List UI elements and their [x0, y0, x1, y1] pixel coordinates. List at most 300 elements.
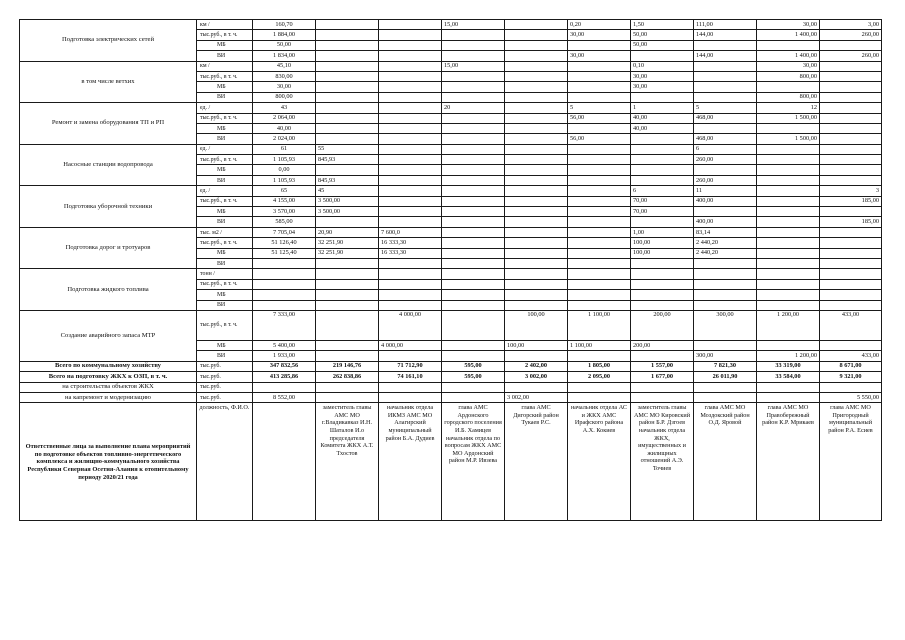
value-cell — [379, 20, 442, 30]
value-cell — [820, 340, 882, 350]
total-value-cell — [694, 382, 757, 392]
value-cell: 70,00 — [631, 196, 694, 206]
value-cell: 50,00 — [631, 40, 694, 50]
value-cell — [757, 40, 820, 50]
value-cell — [379, 144, 442, 154]
value-cell — [568, 300, 631, 310]
value-cell — [379, 61, 442, 71]
value-cell: 56,00 — [568, 113, 631, 123]
unit-cell: ВИ — [197, 134, 253, 144]
responsible-person-cell: глава АМС Дигорский район Тукаев Р.С. — [505, 403, 568, 521]
value-cell — [505, 175, 568, 185]
value-cell — [568, 71, 631, 81]
value-cell: 11 — [694, 186, 757, 196]
value-cell — [442, 290, 505, 300]
value-cell — [505, 40, 568, 50]
value-cell: 4 155,00 — [253, 196, 316, 206]
value-cell — [568, 165, 631, 175]
total-value-cell — [694, 392, 757, 402]
value-cell — [442, 186, 505, 196]
value-cell — [694, 300, 757, 310]
value-cell: 15,00 — [442, 61, 505, 71]
value-cell: 1 105,93 — [253, 155, 316, 165]
unit-cell: тыс.руб., в т. ч. — [197, 71, 253, 81]
value-cell — [631, 175, 694, 185]
value-cell: 1 500,00 — [757, 134, 820, 144]
value-cell — [379, 290, 442, 300]
total-value-cell — [568, 382, 631, 392]
table-row — [20, 269, 882, 279]
table-row — [20, 144, 882, 154]
value-cell — [820, 238, 882, 248]
total-unit-cell: тыс.руб. — [197, 382, 253, 392]
value-cell — [757, 248, 820, 258]
value-cell: 4 000,00 — [379, 340, 442, 350]
value-cell — [631, 51, 694, 61]
table-row — [20, 372, 882, 382]
value-cell: 100,00 — [505, 340, 568, 350]
value-cell — [568, 92, 631, 102]
value-cell: 260,00 — [820, 30, 882, 40]
value-cell: 20 — [442, 103, 505, 113]
value-cell — [316, 310, 379, 340]
value-cell — [568, 123, 631, 133]
value-cell — [820, 279, 882, 289]
value-cell: 1 100,00 — [568, 310, 631, 340]
value-cell — [757, 269, 820, 279]
total-value-cell — [379, 382, 442, 392]
value-cell — [820, 144, 882, 154]
section-name-cell: Подготовка жидкого топлива — [20, 269, 197, 311]
value-cell — [379, 196, 442, 206]
value-cell — [568, 61, 631, 71]
value-cell — [442, 175, 505, 185]
value-cell — [442, 113, 505, 123]
unit-cell: тыс.руб., в т. ч. — [197, 310, 253, 340]
value-cell: 1 100,00 — [568, 340, 631, 350]
value-cell: 40,00 — [631, 113, 694, 123]
value-cell — [694, 165, 757, 175]
value-cell: 5 — [694, 103, 757, 113]
value-cell — [757, 82, 820, 92]
total-value-cell — [505, 382, 568, 392]
total-value-cell: 595,00 — [442, 372, 505, 382]
value-cell — [820, 123, 882, 133]
value-cell — [820, 40, 882, 50]
unit-cell: МБ — [197, 123, 253, 133]
value-cell — [442, 155, 505, 165]
value-cell — [379, 300, 442, 310]
value-cell — [442, 227, 505, 237]
value-cell — [442, 279, 505, 289]
value-cell — [442, 51, 505, 61]
value-cell — [379, 279, 442, 289]
value-cell — [505, 123, 568, 133]
value-cell: 1 884,00 — [253, 30, 316, 40]
value-cell: 32 251,90 — [316, 238, 379, 248]
value-cell: 0,10 — [631, 61, 694, 71]
value-cell: 45 — [316, 186, 379, 196]
value-cell: 400,00 — [694, 196, 757, 206]
value-cell: 30,00 — [568, 51, 631, 61]
value-cell — [820, 165, 882, 175]
value-cell: 16 333,30 — [379, 238, 442, 248]
value-cell: 144,00 — [694, 51, 757, 61]
value-cell: 43 — [253, 103, 316, 113]
value-cell — [820, 71, 882, 81]
total-value-cell — [757, 392, 820, 402]
value-cell: 2 440,20 — [694, 238, 757, 248]
value-cell — [757, 300, 820, 310]
section-name-cell: Подготовка уборочной техники — [20, 186, 197, 228]
total-value-cell: 33 319,00 — [757, 361, 820, 371]
value-cell — [505, 92, 568, 102]
value-cell — [820, 113, 882, 123]
value-cell: 55 — [316, 144, 379, 154]
value-cell: 12 — [757, 103, 820, 113]
value-cell — [316, 20, 379, 30]
value-cell — [316, 113, 379, 123]
table-row — [20, 186, 882, 196]
value-cell: 32 251,90 — [316, 248, 379, 258]
value-cell — [505, 30, 568, 40]
value-cell: 83,14 — [694, 227, 757, 237]
value-cell — [757, 144, 820, 154]
total-value-cell: 2 095,00 — [568, 372, 631, 382]
value-cell — [505, 82, 568, 92]
value-cell — [379, 51, 442, 61]
unit-cell: ВИ — [197, 258, 253, 268]
value-cell — [379, 71, 442, 81]
value-cell: 5 — [568, 103, 631, 113]
responsible-person-cell: глава АМС МО Моздокский район О.Д. Яровой — [694, 403, 757, 521]
value-cell: 160,70 — [253, 20, 316, 30]
value-cell — [505, 51, 568, 61]
value-cell — [757, 165, 820, 175]
value-cell — [379, 155, 442, 165]
value-cell — [757, 123, 820, 133]
value-cell: 5 400,00 — [253, 340, 316, 350]
value-cell — [757, 207, 820, 217]
unit-cell: тыс.руб., в т. ч. — [197, 113, 253, 123]
value-cell: 1 834,00 — [253, 51, 316, 61]
total-value-cell: 1 557,00 — [631, 361, 694, 371]
value-cell — [442, 269, 505, 279]
value-cell — [316, 123, 379, 133]
value-cell — [631, 134, 694, 144]
table-row — [20, 20, 882, 30]
total-value-cell: 2 402,00 — [505, 361, 568, 371]
total-unit-cell: тыс.руб. — [197, 372, 253, 382]
value-cell — [379, 92, 442, 102]
total-value-cell: 71 712,90 — [379, 361, 442, 371]
value-cell — [757, 290, 820, 300]
value-cell: 400,00 — [694, 217, 757, 227]
value-cell: 433,00 — [820, 310, 882, 340]
total-value-cell: 7 821,30 — [694, 361, 757, 371]
value-cell: 3 500,00 — [316, 196, 379, 206]
value-cell — [568, 217, 631, 227]
value-cell — [631, 155, 694, 165]
total-value-cell — [442, 392, 505, 402]
unit-cell: тыс.руб., в т. ч. — [197, 238, 253, 248]
value-cell — [316, 165, 379, 175]
value-cell — [316, 61, 379, 71]
value-cell — [316, 51, 379, 61]
value-cell — [568, 82, 631, 92]
table-body — [20, 20, 882, 521]
total-value-cell: 33 584,00 — [757, 372, 820, 382]
unit-cell: км / — [197, 61, 253, 71]
value-cell — [505, 269, 568, 279]
preparation-plan-table — [19, 19, 882, 521]
total-value-cell — [631, 382, 694, 392]
value-cell — [820, 61, 882, 71]
value-cell — [820, 134, 882, 144]
value-cell — [631, 351, 694, 361]
value-cell — [379, 40, 442, 50]
value-cell: 7 333,00 — [253, 310, 316, 340]
value-cell — [820, 207, 882, 217]
total-value-cell — [631, 392, 694, 402]
responsible-title-cell: Ответственные лица за выполнение плана мероприятий по подготовке объектов топливно-энергетического комплекса и жилищно-коммунального хозяйства Республики Северная Осетия-Алания к отопительному периоду 2020/21 года — [20, 403, 197, 521]
value-cell — [568, 351, 631, 361]
value-cell — [694, 82, 757, 92]
value-cell: 144,00 — [694, 30, 757, 40]
value-cell — [505, 238, 568, 248]
unit-cell: тыс.руб., в т. ч. — [197, 196, 253, 206]
value-cell — [316, 103, 379, 113]
unit-cell: ВИ — [197, 51, 253, 61]
value-cell: 800,00 — [757, 71, 820, 81]
value-cell — [505, 248, 568, 258]
value-cell — [568, 238, 631, 248]
value-cell: 800,00 — [253, 92, 316, 102]
total-value-cell — [253, 382, 316, 392]
total-value-cell: 74 161,10 — [379, 372, 442, 382]
value-cell — [631, 258, 694, 268]
unit-cell: МБ — [197, 82, 253, 92]
value-cell — [442, 71, 505, 81]
total-value-cell — [442, 382, 505, 392]
value-cell: 3 — [820, 186, 882, 196]
value-cell: 2 064,00 — [253, 113, 316, 123]
value-cell: 3,00 — [820, 20, 882, 30]
value-cell: 30,00 — [631, 71, 694, 81]
value-cell: 65 — [253, 186, 316, 196]
responsible-person-cell: глава АМС МО Правобережный район К.Р. Мрикаев — [757, 403, 820, 521]
value-cell: 56,00 — [568, 134, 631, 144]
value-cell — [442, 310, 505, 340]
value-cell: 1,00 — [631, 227, 694, 237]
unit-cell: ед. / — [197, 103, 253, 113]
value-cell — [505, 196, 568, 206]
responsible-person-cell: заместитель главы АМС МО Кировский район Б.Р. Дзгоев начальник отдела ЖКХ, имущественных и жилищных отношений А.Э. Точиев — [631, 403, 694, 521]
value-cell — [568, 207, 631, 217]
unit-cell: МБ — [197, 207, 253, 217]
value-cell — [442, 217, 505, 227]
value-cell — [442, 92, 505, 102]
table-row — [20, 310, 882, 340]
value-cell — [442, 196, 505, 206]
value-cell — [316, 351, 379, 361]
responsible-person-cell: заместитель главы АМС МО г.Владикавказ И.Н. Шаталов И.о председателя Комитета ЖКХ А.Т. Тхостов — [316, 403, 379, 521]
value-cell: 100,00 — [505, 310, 568, 340]
value-cell: 585,00 — [253, 217, 316, 227]
value-cell: 845,93 — [316, 175, 379, 185]
value-cell — [820, 103, 882, 113]
value-cell — [631, 279, 694, 289]
value-cell — [505, 165, 568, 175]
value-cell: 300,00 — [694, 310, 757, 340]
value-cell — [379, 165, 442, 175]
value-cell — [379, 258, 442, 268]
value-cell: 51 125,40 — [253, 248, 316, 258]
value-cell — [316, 92, 379, 102]
value-cell: 100,00 — [631, 238, 694, 248]
value-cell — [694, 40, 757, 50]
value-cell: 845,93 — [316, 155, 379, 165]
value-cell: 1 200,00 — [757, 310, 820, 340]
value-cell: 2 440,20 — [694, 248, 757, 258]
value-cell — [568, 196, 631, 206]
value-cell — [694, 269, 757, 279]
section-name-cell: Подготовка дорог и тротуаров — [20, 227, 197, 269]
value-cell — [505, 258, 568, 268]
value-cell — [442, 30, 505, 40]
value-cell: 30,00 — [253, 82, 316, 92]
value-cell — [631, 165, 694, 175]
value-cell: 1 400,00 — [757, 30, 820, 40]
value-cell: 260,00 — [820, 51, 882, 61]
responsible-person-cell: глава АМС Ардонского городского поселения И.Б. Хамицев начальник отдела по вопросам ЖКХ АМС МО Ардонский район М.Р. Ивзева — [442, 403, 505, 521]
unit-cell: МБ — [197, 290, 253, 300]
value-cell — [694, 71, 757, 81]
value-cell — [379, 207, 442, 217]
value-cell: 6 — [694, 144, 757, 154]
value-cell — [568, 186, 631, 196]
value-cell — [442, 144, 505, 154]
total-value-cell: 3 002,00 — [505, 372, 568, 382]
value-cell: 7 705,04 — [253, 227, 316, 237]
value-cell: 30,00 — [568, 30, 631, 40]
value-cell: 45,10 — [253, 61, 316, 71]
value-cell — [379, 175, 442, 185]
total-value-cell: 219 146,76 — [316, 361, 379, 371]
value-cell — [379, 351, 442, 361]
value-cell: 185,00 — [820, 217, 882, 227]
value-cell: 40,00 — [631, 123, 694, 133]
value-cell: 100,00 — [631, 248, 694, 258]
value-cell — [694, 61, 757, 71]
value-cell — [568, 248, 631, 258]
value-cell — [757, 227, 820, 237]
value-cell — [442, 207, 505, 217]
value-cell: 30,00 — [757, 20, 820, 30]
value-cell: 468,00 — [694, 134, 757, 144]
unit-cell: ВИ — [197, 175, 253, 185]
value-cell — [757, 196, 820, 206]
value-cell — [568, 155, 631, 165]
value-cell — [316, 258, 379, 268]
value-cell — [253, 269, 316, 279]
value-cell — [379, 103, 442, 113]
value-cell — [505, 134, 568, 144]
value-cell: 1 200,00 — [757, 351, 820, 361]
value-cell: 1 — [631, 103, 694, 113]
total-unit-cell: тыс.руб. — [197, 392, 253, 402]
total-value-cell: 1 805,00 — [568, 361, 631, 371]
value-cell — [631, 269, 694, 279]
table-row — [20, 361, 882, 371]
value-cell: 260,00 — [694, 175, 757, 185]
total-value-cell — [316, 382, 379, 392]
section-name-cell: Создание аварийного запаса МТР — [20, 310, 197, 361]
value-cell — [631, 217, 694, 227]
value-cell — [820, 175, 882, 185]
total-value-cell: 8 552,00 — [253, 392, 316, 402]
value-cell — [442, 82, 505, 92]
value-cell — [442, 258, 505, 268]
value-cell — [631, 92, 694, 102]
value-cell — [253, 258, 316, 268]
unit-cell: ВИ — [197, 92, 253, 102]
total-value-cell: 1 677,00 — [631, 372, 694, 382]
value-cell: 70,00 — [631, 207, 694, 217]
value-cell — [568, 227, 631, 237]
value-cell — [316, 340, 379, 350]
value-cell — [379, 134, 442, 144]
unit-cell: тыс.руб., в т. ч. — [197, 30, 253, 40]
value-cell — [442, 300, 505, 310]
value-cell: 50,00 — [631, 30, 694, 40]
unit-cell: МБ — [197, 165, 253, 175]
value-cell — [442, 238, 505, 248]
value-cell — [253, 290, 316, 300]
value-cell — [505, 71, 568, 81]
unit-cell: тыс. м2 / — [197, 227, 253, 237]
value-cell — [316, 279, 379, 289]
table-row — [20, 392, 882, 402]
value-cell: 468,00 — [694, 113, 757, 123]
value-cell: 300,00 — [694, 351, 757, 361]
value-cell — [505, 290, 568, 300]
section-name-cell: Насосные станции водопровода — [20, 144, 197, 186]
value-cell: 30,00 — [631, 82, 694, 92]
total-value-cell — [568, 392, 631, 402]
value-cell — [379, 186, 442, 196]
value-cell — [442, 134, 505, 144]
unit-cell: ВИ — [197, 217, 253, 227]
unit-cell: ед. / — [197, 144, 253, 154]
value-cell — [505, 300, 568, 310]
value-cell — [505, 351, 568, 361]
value-cell — [631, 300, 694, 310]
value-cell — [757, 217, 820, 227]
value-cell: 111,00 — [694, 20, 757, 30]
value-cell — [316, 290, 379, 300]
value-cell — [379, 217, 442, 227]
value-cell: 800,00 — [757, 92, 820, 102]
unit-cell: ед. / — [197, 186, 253, 196]
value-cell: 0,20 — [568, 20, 631, 30]
value-cell — [757, 258, 820, 268]
unit-cell: ВИ — [197, 300, 253, 310]
value-cell — [505, 144, 568, 154]
unit-cell: ВИ — [197, 351, 253, 361]
value-cell — [694, 279, 757, 289]
responsible-person-cell: глава АМС МО Пригородный муниципальный район Р.А. Есиев — [820, 403, 882, 521]
